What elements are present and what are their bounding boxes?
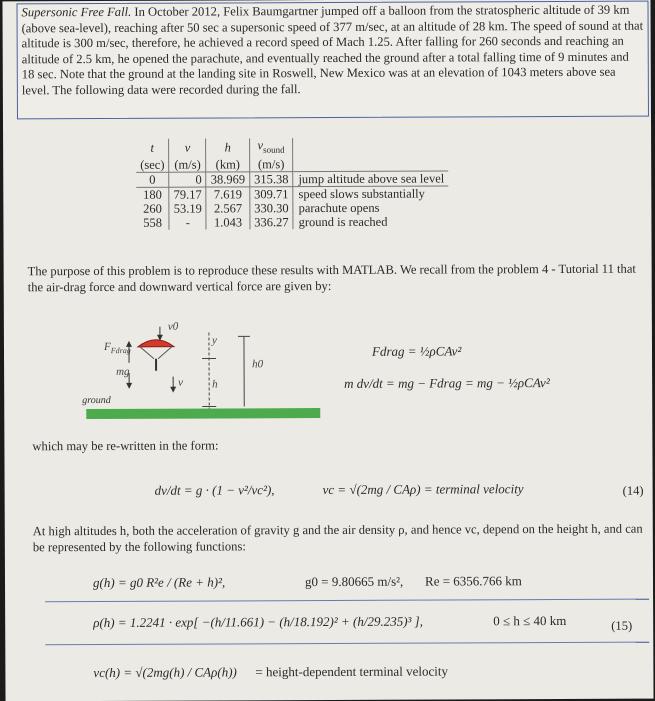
purpose-paragraph: The purpose of this problem is to reproduce these results with MATLAB. We recall from the problem 4 - Tutorial 11 that the air-drag force and downward vertical force are given by:: [28, 261, 648, 296]
density-function: ρ(h) = 1.2241 · exp[ −(h/11.661) − (h/18.192)² + (h/29.235)³ ],: [93, 614, 423, 631]
unit-v: (m/s): [169, 157, 206, 172]
col-header-t: t: [136, 139, 169, 158]
h-label: h: [212, 378, 218, 390]
height-range: 0 ≤ h ≤ 40 km: [493, 613, 566, 629]
unit-h: (km): [206, 157, 249, 172]
textbook-page: [2, 0, 653, 701]
ground-label: ground: [82, 395, 111, 406]
col-header-h: h: [206, 138, 249, 157]
table-row: 558 - 1.043 336.27 ground is reached: [136, 214, 448, 229]
rewrite-text: which may be re-written in the form:: [32, 438, 218, 454]
g0-value: g0 = 9.80665 m/s²,: [305, 574, 403, 590]
equation-number-14: (14): [623, 484, 644, 499]
earth-radius-value: Re = 6356.766 km: [425, 573, 522, 589]
y-label: y: [212, 334, 217, 346]
table-row: 260 53.19 2.567 330.30 parachute opens: [136, 200, 448, 215]
problem-intro: [16, 1, 649, 120]
mg-label: mg: [116, 366, 130, 378]
ode-equation: dv/dt = g · (1 − v²/vc²),: [155, 482, 275, 499]
problem-text: In October 2012, Felix Baumgartner jumped off a balloon from the stratospheric altitude of 39 km (above sea-level), reaching after 50 sec a supersonic speed of 377 m/sec, at an altitude of 28 km. The speed of sound at that altitude is 300 m/sec, therefore, he achieved a record speed of Mach 1.25. After falling for 260 seconds and reaching an altitude of 2.5 km, he opened the parachute, and eventually reached the ground after a total falling time of 9 minutes and 18 sec. Note that the ground at the landing site in Roswell, New Mexico was at an elevation of 1043 meters above sea level. The following data were recorded during the fall.: [22, 3, 644, 98]
free-fall-diagram: [74, 318, 334, 424]
col-header-vsound: $v_{sound}$: [249, 138, 292, 157]
drag-force-equation: Fdrag = ½ρCAv²: [372, 343, 461, 359]
col-header-v: v: [169, 139, 206, 158]
ground-bar: [86, 408, 320, 419]
parachute-icon: [138, 340, 174, 347]
unit-t: (sec): [136, 157, 169, 172]
terminal-velocity-equation: vc = √(2mg / CAρ) = terminal velocity: [323, 481, 524, 498]
unit-vsound: (m/s): [249, 157, 292, 172]
altitude-paragraph: At high altitudes h, both the acceleration of gravity g and the air density ρ, and hence vc, depend on the height h, and can be represented by the following functions:: [33, 521, 649, 556]
table-row: 0 0 38.969 315.38 jump altitude above sea level: [136, 170, 448, 186]
v0-label: v0: [168, 321, 178, 333]
gravity-function: g(h) = g0 R²e / (Re + h)²,: [93, 574, 225, 591]
h0-label: h0: [252, 358, 263, 370]
terminal-velocity-description: = height-dependent terminal velocity: [255, 663, 448, 680]
fdrag-label: $F_{Fdrag}$: [104, 341, 131, 355]
table-row: 180 79.17 7.619 309.71 speed slows substantially: [136, 185, 448, 201]
newton-equation: m dv/dt = mg − Fdrag = mg − ½ρCAv²: [344, 375, 550, 392]
terminal-velocity-function: vc(h) = √(2mg(h) / CAρ(h)): [93, 664, 237, 681]
fall-data-table: [136, 137, 448, 229]
equation-number-15: (15): [611, 619, 632, 634]
problem-title: Supersonic Free Fall.: [21, 5, 131, 19]
v-label: v: [178, 377, 183, 389]
